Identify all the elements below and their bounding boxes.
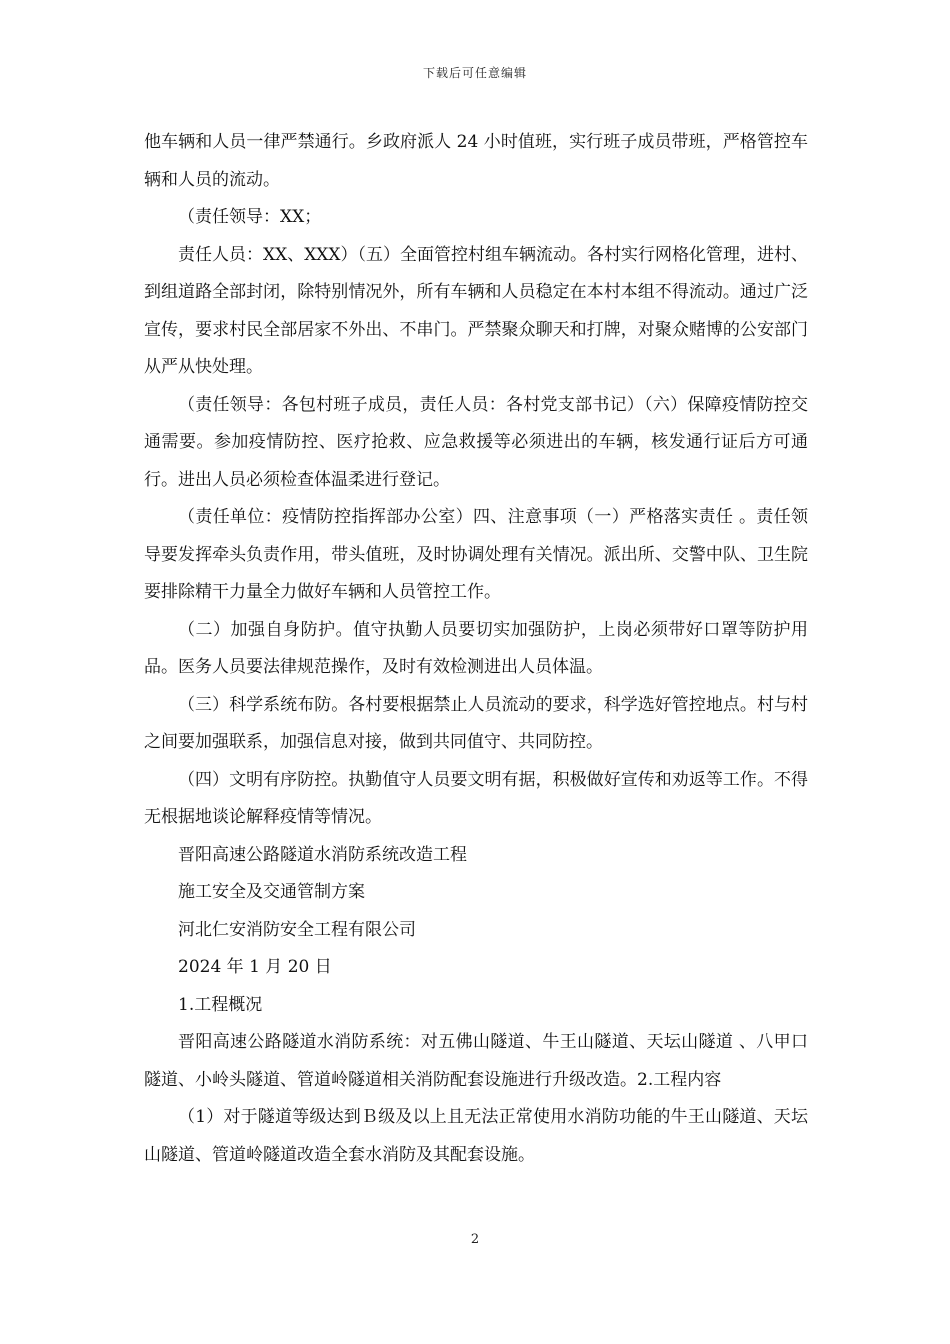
project-title: 晋阳高速公路隧道水消防系统改造工程 <box>178 844 467 865</box>
document-date: 2024 年 1 月 20 日 <box>178 957 332 977</box>
paragraph: （二）加强自身防护。值守执勤人员要切实加强防护，上岗必须带好口罩等防护用品。医务人员要法律规范操作，及时有效检测进出人员体温。 <box>144 619 808 677</box>
plan-title: 施工安全及交通管制方案 <box>178 882 365 902</box>
company-name: 河北仁安消防安全工程有限公司 <box>178 919 416 940</box>
paragraph: （四）文明有序防控。执勤值守人员要文明有据，积极做好宣传和劝返等工作。不得无根据地谈论解释疫情等情况。 <box>144 769 808 827</box>
paragraph: 晋阳高速公路隧道水消防系统：对五佛山隧道、牛王山隧道、天坛山隧道 、八甲口隧道、小岭头隧道、管道岭隧道相关消防配套设施进行升级改造。2.工程内容 <box>144 1032 808 1090</box>
paragraph: （1）对于隧道等级达到Ｂ级及以上且无法正常使用水消防功能的牛王山隧道、天坛山隧道、管道岭隧道改造全套水消防及其配套设施。 <box>144 1107 808 1165</box>
paragraph: （责任领导：XX； <box>178 207 322 227</box>
paragraph: 他车辆和人员一律严禁通行。乡政府派人 24 小时值班，实行班子成员带班，严格管控车辆和人员的流动。 <box>144 132 808 190</box>
paragraph: 责任人员：XX、XXX）（五）全面管控村组车辆流动。各村实行网格化管理，进村、到组道路全部封闭，除特别情况外，所有车辆和人员稳定在本村本组不得流动。通过广泛宣传，要求村民全部居家不外出、不串门。严禁聚众聊天和打牌，对聚众赌博的公安部门从严从快处理。 <box>144 244 809 377</box>
document-body <box>144 124 808 1174</box>
page-header: 下载后可任意编辑 <box>422 66 527 80</box>
paragraph: （责任单位：疫情防控指挥部办公室）四、注意事项（一）严格落实责任 。责任领导要发挥牵头负责作用，带头值班，及时协调处理有关情况。派出所、交警中队、卫生院要排除精干力量全力做好车辆和人员管控工作。 <box>144 507 808 602</box>
section-heading: 1.工程概况 <box>178 994 263 1015</box>
page-number: 2 <box>470 1232 480 1247</box>
paragraph: （三）科学系统布防。各村要根据禁止人员流动的要求，科学选好管控地点。村与村之间要加强联系，加强信息对接，做到共同值守、共同防控。 <box>144 694 808 752</box>
paragraph: （责任领导：各包村班子成员，责任人员：各村党支部书记）（六）保障疫情防控交通需要。参加疫情防控、医疗抢救、应急救援等必须进出的车辆，核发通行证后方可通行。进出人员必须检查体温柔进行登记。 <box>144 394 808 490</box>
